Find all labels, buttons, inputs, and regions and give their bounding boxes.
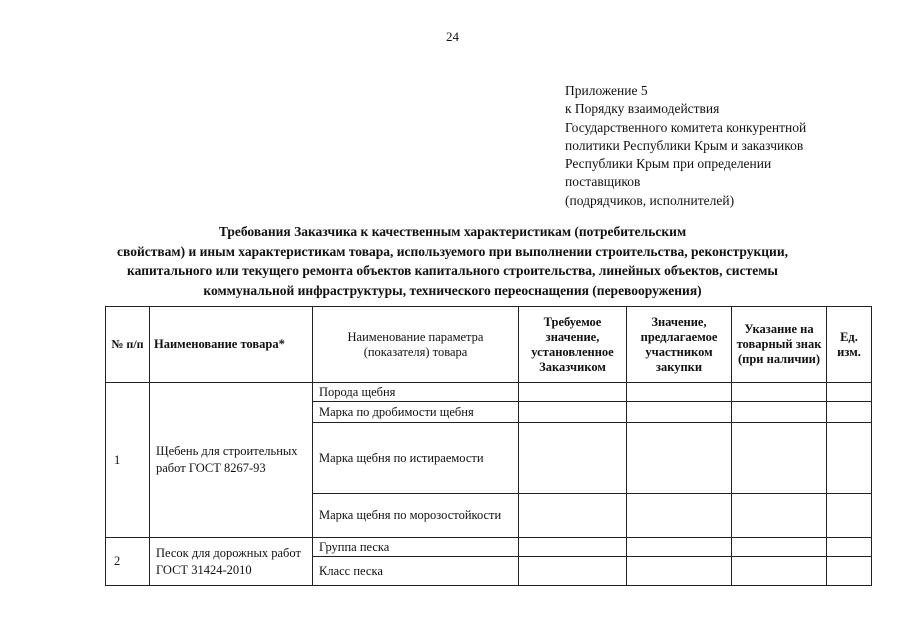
offered-value-cell [627, 494, 732, 538]
table-header-row [106, 307, 872, 383]
offered-value-cell [627, 538, 732, 557]
product-name: Песок для дорожных работ ГОСТ 31424-2010 [150, 538, 313, 586]
appendix-line: политики Республики Крым и заказчиков [565, 137, 804, 153]
unit-cell [827, 538, 872, 557]
table-row [106, 383, 872, 402]
appendix-line: Приложение 5 [565, 83, 648, 98]
unit-cell [827, 494, 872, 538]
title-line: капитального или текущего ремонта объектов капитального строительства, линейных объектов, системы [127, 263, 778, 278]
trademark-cell [732, 402, 827, 423]
unit-cell [827, 383, 872, 402]
header-product-name: Наименование товара* [150, 307, 313, 383]
parameter-name: Порода щебня [313, 383, 519, 402]
offered-value-cell [627, 557, 732, 586]
document-title [0, 222, 905, 300]
parameter-name: Марка щебня по истираемости [313, 423, 519, 494]
header-unit: Ед. изм. [827, 307, 872, 383]
page-number: 24 [446, 29, 459, 44]
required-value-cell [519, 557, 627, 586]
trademark-cell [732, 538, 827, 557]
offered-value-cell [627, 383, 732, 402]
title-line: Требования Заказчика к качественным характеристикам (потребительским [218, 224, 687, 239]
appendix-line: Государственного комитета конкурентной [565, 119, 807, 135]
parameter-name: Марка по дробимости щебня [313, 402, 519, 423]
requirements-table [105, 306, 872, 586]
appendix-line: (подрядчиков, исполнителей) [565, 192, 735, 208]
header-required-value: Требуемое значение, установленное Заказчиком [519, 307, 627, 383]
product-name: Щебень для строительных работ ГОСТ 8267-93 [150, 383, 313, 538]
required-value-cell [519, 423, 627, 494]
trademark-cell [732, 383, 827, 402]
unit-cell [827, 423, 872, 494]
trademark-cell [732, 423, 827, 494]
header-offered-value: Значение, предлагаемое участником закупки [627, 307, 732, 383]
parameter-name: Класс песка [313, 557, 519, 586]
appendix-line: Республики Крым при определении [565, 156, 772, 172]
required-value-cell [519, 538, 627, 557]
parameter-name: Марка щебня по морозостойкости [313, 494, 519, 538]
title-line: свойствам) и иным характеристикам товара, используемого при выполнении строительства, реконструкции, [117, 243, 788, 259]
parameter-name: Группа песка [313, 538, 519, 557]
header-number: № п/п [106, 307, 150, 383]
appendix-line: поставщиков [565, 174, 641, 190]
unit-cell [827, 402, 872, 423]
header-trademark: Указание на товарный знак (при наличии) [732, 307, 827, 383]
offered-value-cell [627, 402, 732, 423]
row-number: 2 [106, 538, 150, 586]
row-number: 1 [106, 383, 150, 538]
header-parameter: Наименование параметра (показателя) товара [313, 307, 519, 383]
table-row [106, 538, 872, 557]
title-line: коммунальной инфраструктуры, технического переоснащения (перевооружения) [203, 282, 702, 298]
offered-value-cell [627, 423, 732, 494]
trademark-cell [732, 494, 827, 538]
appendix-line: к Порядку взаимодействия [565, 101, 720, 117]
unit-cell [827, 557, 872, 586]
appendix-note [565, 82, 885, 210]
required-value-cell [519, 383, 627, 402]
required-value-cell [519, 402, 627, 423]
required-value-cell [519, 494, 627, 538]
trademark-cell [732, 557, 827, 586]
